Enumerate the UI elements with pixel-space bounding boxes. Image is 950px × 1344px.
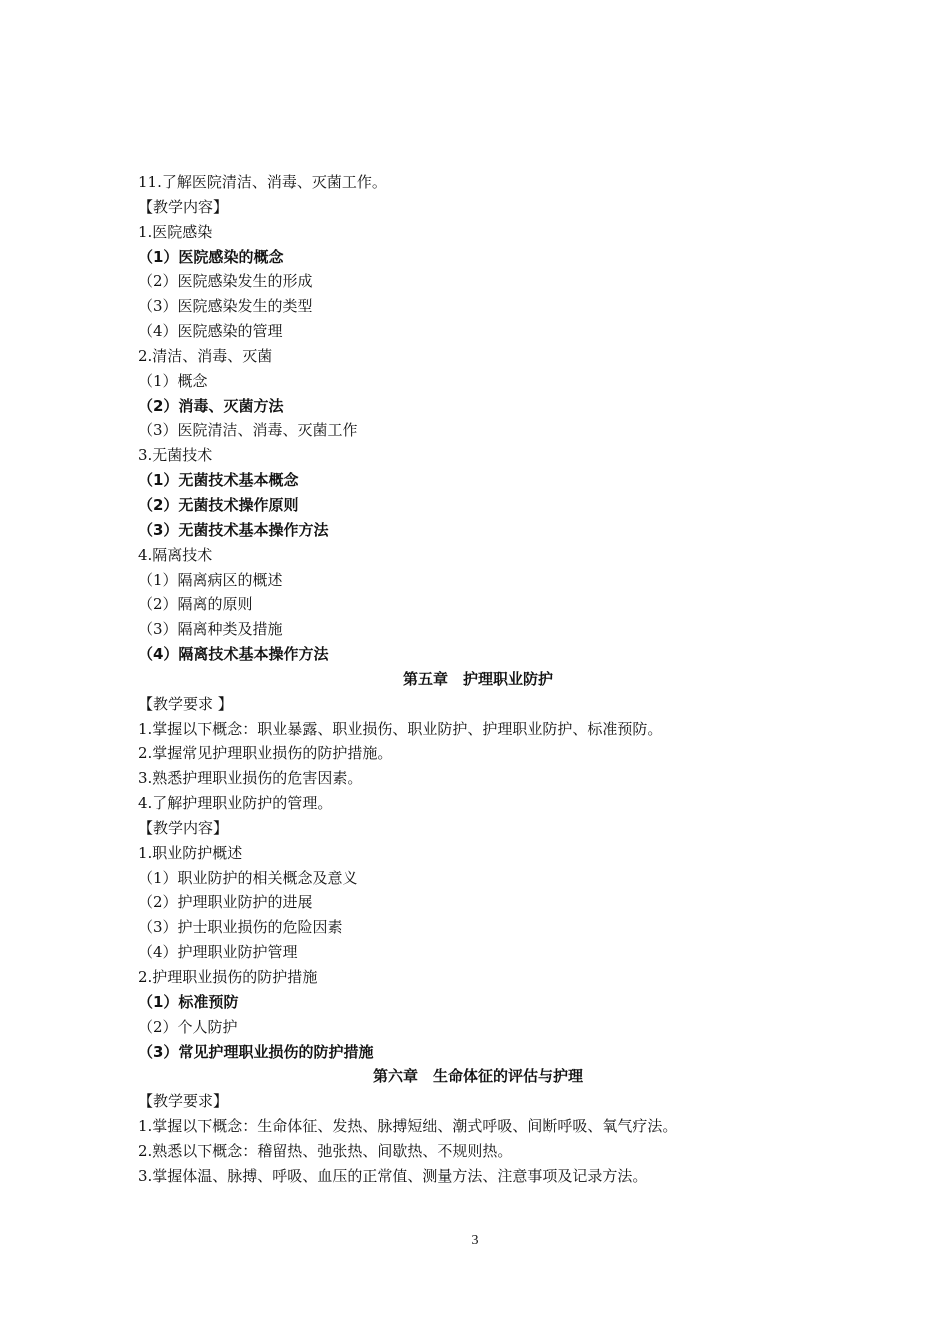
key-point: （3）无菌技术基本操作方法 bbox=[138, 520, 329, 539]
section-header: 【教学内容】 bbox=[138, 818, 229, 837]
text-line: 2.清洁、消毒、灭菌 bbox=[138, 346, 273, 365]
text-line: 1.医院感染 bbox=[138, 222, 213, 241]
text-line: （2）护理职业防护的进展 bbox=[138, 893, 313, 912]
text-line: （3）隔离种类及措施 bbox=[138, 620, 283, 639]
section-header: 【教学要求 】 bbox=[138, 694, 233, 713]
text-line: （4）医院感染的管理 bbox=[138, 322, 283, 341]
key-point: （1）标准预防 bbox=[138, 992, 239, 1011]
text-line: 2.护理职业损伤的防护措施 bbox=[138, 968, 318, 986]
text-line: 1.职业防护概述 bbox=[138, 843, 243, 862]
text-line: （2）个人防护 bbox=[138, 1017, 238, 1036]
document-body bbox=[138, 170, 818, 1189]
text-line: （3）医院清洁、消毒、灭菌工作 bbox=[138, 421, 358, 440]
text-line: （1）概念 bbox=[138, 371, 208, 390]
key-point: （1）无菌技术基本概念 bbox=[138, 471, 299, 490]
text-line: （2）隔离的原则 bbox=[138, 595, 253, 614]
page-number: 3 bbox=[471, 1233, 479, 1248]
text-line: 1.掌握以下概念：生命体征、发热、脉搏短绌、潮式呼吸、间断呼吸、氧气疗法。 bbox=[138, 1117, 678, 1136]
key-point: （4）隔离技术基本操作方法 bbox=[138, 645, 329, 664]
text-line: 3.掌握体温、脉搏、呼吸、血压的正常值、测量方法、注意事项及记录方法。 bbox=[138, 1166, 648, 1185]
text-line: 11.了解医院清洁、消毒、灭菌工作。 bbox=[138, 173, 387, 191]
text-line: （1）职业防护的相关概念及意义 bbox=[138, 868, 358, 887]
key-point: （2）无菌技术操作原则 bbox=[138, 495, 299, 514]
text-line: 2.熟悉以下概念：稽留热、弛张热、间歇热、不规则热。 bbox=[138, 1141, 513, 1160]
text-line: 1.掌握以下概念：职业暴露、职业损伤、职业防护、护理职业防护、标准预防。 bbox=[138, 719, 663, 738]
text-line: 4.隔离技术 bbox=[138, 545, 213, 564]
key-point: （2）消毒、灭菌方法 bbox=[138, 396, 284, 415]
key-point: （3）常见护理职业损伤的防护措施 bbox=[138, 1042, 374, 1061]
chapter-title: 第五章 护理职业防护 bbox=[402, 669, 553, 688]
text-line: （3）护士职业损伤的危险因素 bbox=[138, 918, 343, 937]
text-line: 3.无菌技术 bbox=[138, 446, 213, 465]
text-line: 2.掌握常见护理职业损伤的防护措施。 bbox=[138, 744, 393, 763]
text-line: 4.了解护理职业防护的管理。 bbox=[138, 794, 333, 813]
chapter-title: 第六章 生命体征的评估与护理 bbox=[372, 1067, 583, 1086]
text-line: （2）医院感染发生的形成 bbox=[138, 272, 313, 291]
text-line: （4）护理职业防护管理 bbox=[138, 943, 298, 962]
text-line: （3）医院感染发生的类型 bbox=[138, 297, 313, 316]
text-line: （1）隔离病区的概述 bbox=[138, 570, 283, 589]
section-header: 【教学内容】 bbox=[138, 197, 229, 216]
key-point: （1）医院感染的概念 bbox=[138, 247, 284, 266]
section-header: 【教学要求】 bbox=[138, 1092, 229, 1111]
text-line: 3.熟悉护理职业损伤的危害因素。 bbox=[138, 769, 363, 788]
